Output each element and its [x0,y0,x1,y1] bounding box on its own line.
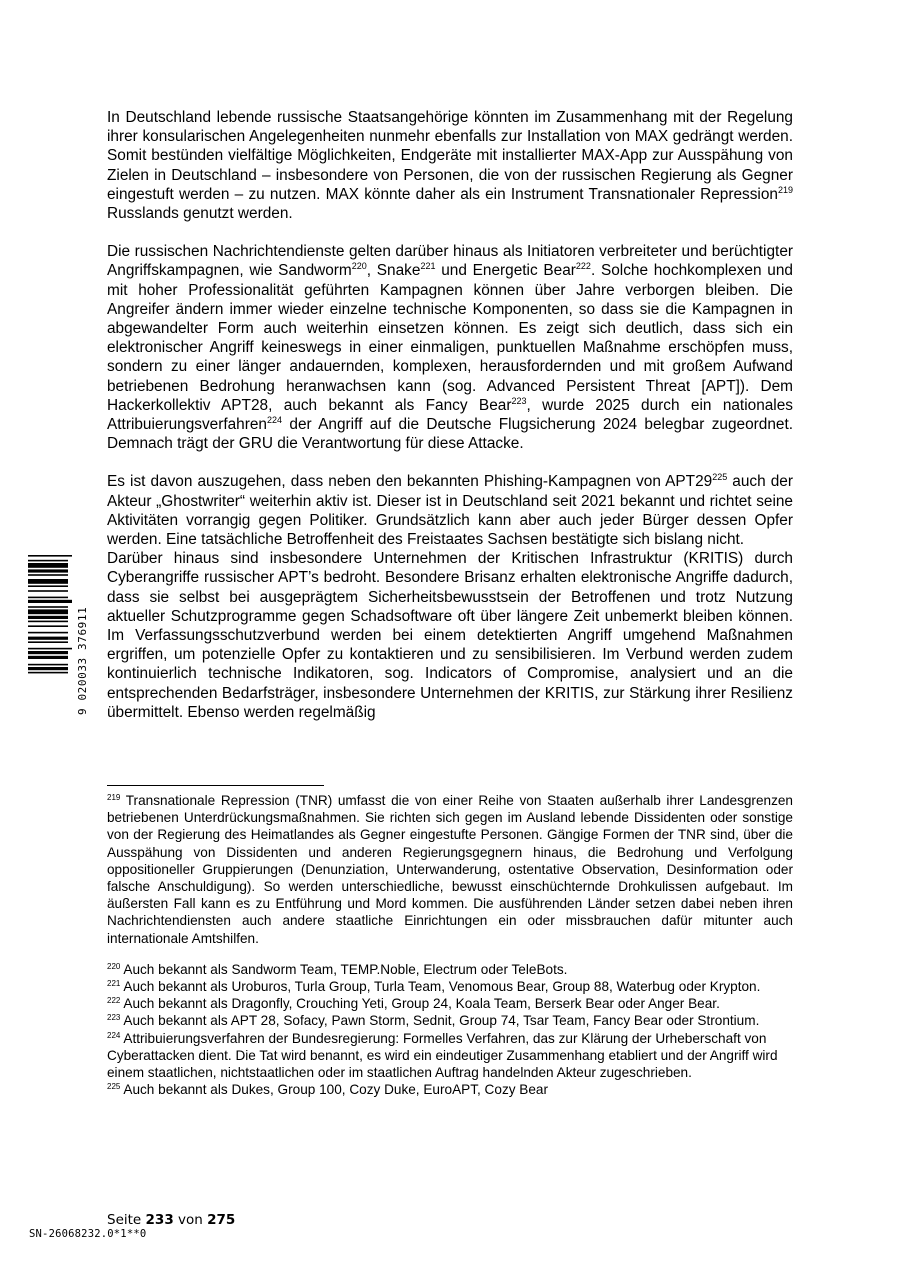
footnote-number: 220 [107,961,121,971]
footnote-number: 219 [107,793,121,802]
footnote-ref: 220 [351,261,367,272]
footnote-ref: 224 [266,415,283,426]
footnote [107,1030,793,1082]
footnote [107,1081,793,1098]
footnote-ref: 223 [511,395,527,406]
paragraph-text: Darüber hinaus sind insbesondere Unternehmen der Kritischen Infrastruktur (KRITIS) durch Cyberangriffe russischer APT’s bedroht. Besondere Brisanz erhalten elektronische Angriffe dadurch, dass sie selbst bei ausgeprägtem Sicherheitsbewusstsein der Betroffenen und trotz Nutzung aktueller Schutzprogramme gegen Schadsoftware oft über längere Zeit unbemerkt bleiben können. Im Verfassungsschutzverbund werden bei einem detektierten Angriff umgehend Maßnahmen ergriffen, um potenzielle Opfer zu kontaktieren und zu sensibilisieren. Im Verbund werden zudem kontinuierlich technische Indikatoren, sog. Indicators of Compromise, analysiert und an die entsprechenden Bedarfsträger, insbesondere Unternehmen der KRITIS, zur Stärkung ihrer Resilienz übermittelt. Ebenso werden regelmäßig [107,550,793,721]
barcode-icon [28,555,72,715]
paragraph [107,108,793,223]
page-number-prefix: Seite [107,1212,142,1228]
paragraph-text: In Deutschland lebende russische Staatsangehörige könnten im Zusammenhang mit der Regelung ihrer konsularischen Angelegenheiten nunmehr ebenfalls zur Installation von MAX gedrängt werden. Somit bestünden vielfältige Möglichkeiten, Endgeräte mit installierter MAX-App zur Ausspähung von Zielen in Deutschland – insbesondere von Personen, die von der russischen Regierung als Gegner eingestuft werden – zu nutzen. MAX könnte daher als ein Instrument Transnationaler Repression [107,109,793,203]
page-number-total: 275 [207,1212,236,1228]
footnote-number: 222 [107,996,121,1006]
paragraph [107,472,793,549]
paragraph-text: , wurde 2025 durch ein nationales Attribuierungsverfahren [107,396,793,434]
footnote-ref: 225 [712,472,728,483]
paragraph-text: und Energetic Bear [435,262,576,280]
footnote-text: Auch bekannt als APT 28, Sofacy, Pawn Storm, Sednit, Group 74, Tsar Team, Fancy Bear oder Strontium. [120,1013,760,1029]
footnote-number: 223 [107,1013,121,1023]
page-number-current: 233 [145,1212,174,1228]
footnote-text: Auch bekannt als Dukes, Group 100, Cozy Duke, EuroAPT, Cozy Bear [120,1082,549,1098]
page-number-separator: von [178,1212,203,1228]
footnote [107,961,793,978]
paragraph-text: auch der Akteur „Ghostwriter“ weiterhin aktiv ist. Dieser ist in Deutschland seit 2021 bekannt und richtet seine Aktivitäten vorrangig gegen Politiker. Grundsätzlich kann aber auch jeder Bürger dessen Opfer werden. Eine tatsächliche Betroffenheit des Freistaates Sachsen bestätigte sich bislang nicht. [107,473,793,549]
footnote [107,978,793,995]
page-number [107,1212,235,1228]
paragraph-text: . Solche hochkomplexen und mit hoher Professionalität geführten Kampagnen können über Jahre verborgen bleiben. Die Angreifer ändern immer wieder einzelne technische Komponenten, so dass sie die Kampagnen in abgewandelter Form auch weiterhin einsetzen können. Es zeigt sich deutlich, dass sich ein elektronischer Angriff keineswegs in einer einmaligen, punktuellen Maßnahme erschöpfen muss, sondern zu einer länger andauernden, komplexen, herausfordernden und mit großem Aufwand betriebenen Bedrohung heranwachsen kann (sog. Advanced Persistent Threat [APT]). Dem Hackerkollektiv APT28, auch bekannt als Fancy Bear [107,262,793,414]
footnote-text: Auch bekannt als Dragonfly, Crouching Yeti, Group 24, Koala Team, Berserk Bear oder Anger Bear. [120,996,720,1012]
footnote-text: Auch bekannt als Uroburos, Turla Group, Turla Team, Venomous Bear, Group 88, Waterbug oder Krypton. [120,979,761,995]
footnote-text: Attribuierungsverfahren der Bundesregierung: Formelles Verfahren, das zur Klärung der Urheberschaft von Cyberattacken dient. Die Tat wird benannt, es wird ein eindeutiger Zusammenhang etabliert und der Angriff wird einem staatlichen, nichtstaatlichen oder im staatlichen Auftrag handelnden Akteur zugeschrieben. [107,1030,778,1081]
paragraph-text: , Snake [366,262,421,280]
paragraph [107,549,793,722]
paragraph [107,242,793,453]
paragraph-text: der Angriff auf die Deutsche Flugsicherung 2024 belegbar zugeordnet. Demnach trägt der GRU die Verantwortung für diese Attacke. [107,416,793,453]
footnote [107,1012,793,1029]
footnotes [107,792,793,1098]
footnote-ref: 221 [420,261,436,272]
paragraph-text: Die russischen Nachrichtendienste gelten darüber hinaus als Initiatoren verbreiteter und berüchtigter Angriffskampagnen, wie Sandworm [107,243,793,280]
footnote-number: 225 [107,1082,121,1092]
footnote [107,792,793,947]
footnote-number: 224 [107,1030,121,1040]
footnote [107,995,793,1012]
footnote-ref: 222 [575,261,591,272]
footnote-separator [107,785,324,786]
paragraph-text: Es ist davon auszugehen, dass neben den bekannten Phishing-Kampagnen von APT29 [107,473,713,491]
barcode-digits: 9 020033 376911 [76,606,89,715]
footnote-number: 221 [107,979,121,989]
body-text [107,108,793,722]
document-id: SN-26068232.0*1**0 [29,1228,147,1240]
footnote-ref: 219 [777,184,793,195]
footnote-text: Auch bekannt als Sandworm Team, TEMP.Noble, Electrum oder TeleBots. [120,961,568,977]
footnote-text: Transnationale Repression (TNR) umfasst die von einer Reihe von Staaten außerhalb ihrer Landesgrenzen betriebenen Unterdrückungsmaßnahmen. Sie richten sich gegen im Ausland lebende Dissidenten oder sonstige von der Regierung des Heimatlandes als Gegner eingestufte Personen. Gängige Formen der TNR sind, über die Ausspähung von Dissidenten und anderen Regierungsgegnern hinaus, die Bedrohung und Verfolgung oppositioneller Gruppierungen (Denunziation, Unterwanderung, ostentative Observation, Desinformation oder falsche Anschuldigung). So werden unterschiedliche, bewusst einschüchternde Drohkulissen aufgebaut. Im äußersten Fall kann es zu Entführung und Mord kommen. Die ausführenden Länder setzen dabei neben ihren Nachrichtendiensten auch andere staatliche Einrichtungen ein oder missbrauchen dafür mitunter auch internationale Amtshilfen. [107,793,793,946]
paragraph-text: Russlands genutzt werden. [107,205,293,223]
